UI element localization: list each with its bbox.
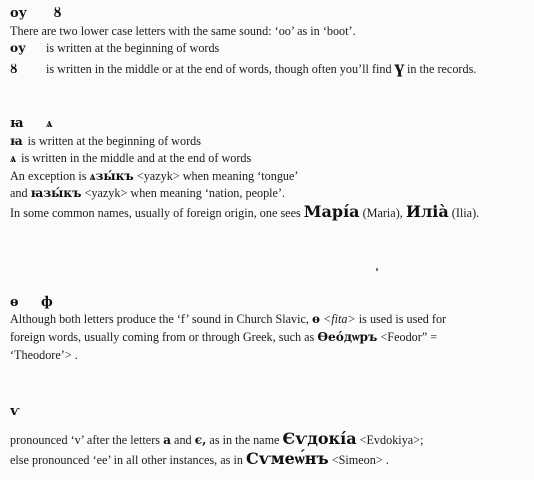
ya-heading-letter-b: ѧ (46, 116, 53, 131)
ya-names-pre: In some common names, usually of foreign origin, one sees (10, 206, 301, 220)
v-line-1-word: Єѵдокі́а (282, 429, 357, 448)
oo-rule-2-letter: ȣ (10, 62, 18, 76)
oo-rule-2-tail: in the records. (406, 62, 477, 76)
ya-names-line (10, 204, 479, 221)
oo-rule-2-text: is written in the middle or at the end of words, though often you’ll find (46, 62, 392, 76)
f-line-1-italic: <fita> (323, 312, 356, 326)
oo-rule-2-extra-letter: ү (394, 58, 404, 77)
ya-heading-letter-a: ꙗ (10, 116, 24, 131)
ya-exception-2-word: ꙗзы́къ (30, 186, 82, 200)
v-line-2-post: <Simeon> . (331, 453, 389, 467)
ya-exception-1-pre: An exception is (10, 169, 87, 183)
oo-heading-letter-b: ȣ (53, 6, 62, 21)
f-heading-letter-b: ф (41, 295, 53, 310)
oo-heading-letter-a: оу (10, 6, 27, 21)
ya-rule-1-text: is written at the beginning of words (27, 134, 201, 148)
ya-exception-1-word: ѧзы́къ (89, 169, 134, 183)
ya-exception-1-post: <yazyk> when meaning ‘tongue’ (136, 169, 299, 183)
ya-exception-1 (10, 169, 298, 184)
oo-rule-2 (10, 60, 476, 77)
f-line-2-post: <Feodor” = (380, 330, 438, 344)
ya-name-2-gloss: (Ilia). (451, 206, 480, 220)
oo-rule-1-letter: оу (10, 41, 26, 55)
ya-exception-2-pre: and (10, 186, 28, 200)
f-line-1 (10, 312, 446, 327)
ya-heading (10, 116, 53, 131)
ya-rule-2-letter: ѧ (10, 151, 17, 165)
ya-name-2: Иліа̀ (405, 202, 449, 221)
f-heading (10, 295, 53, 310)
f-line-3: ‘Theodore’> . (10, 348, 78, 362)
f-line-2-pre: foreign words, usually coming from or through Greek, such as (10, 330, 315, 344)
ya-exception-2-post: <yazyk> when meaning ‘nation, people’. (84, 186, 286, 200)
f-line-2 (10, 330, 437, 345)
f-line-1-post: is used is used for (358, 312, 447, 326)
v-heading: ѵ (10, 404, 20, 419)
v-line-2-word: Сѵмеѡ́нъ (246, 449, 329, 468)
ya-rule-1 (10, 134, 201, 149)
f-line-2-word: Ѳеóдѡръ (317, 330, 378, 344)
ya-rule-1-letter: ꙗ (10, 134, 23, 148)
oo-heading (10, 6, 62, 21)
oo-rule-1-text: is written at the beginning of words (46, 41, 220, 55)
ya-exception-2 (10, 186, 285, 201)
v-line-2-pre: else pronounced ‘ee’ in all other instances, as in (10, 453, 243, 467)
scan-speck (376, 268, 378, 271)
v-line-1-letter-b: є, (194, 433, 207, 447)
oo-rule-1 (10, 41, 219, 56)
f-line-1-letter: ѳ (312, 312, 320, 326)
v-line-1-pre: pronounced ‘v’ after the letters (10, 433, 161, 447)
f-heading-letter-a: ѳ (10, 295, 19, 310)
oo-intro: There are two lower case letters with the same sound: ‘oo’ as in ‘boot’. (10, 24, 356, 38)
ya-name-1-gloss: (Maria), (362, 206, 403, 220)
v-line-1 (10, 431, 423, 448)
v-line-1-post: <Evdokiya>; (359, 433, 424, 447)
v-line-2 (10, 451, 389, 468)
ya-name-1: Марі́а (303, 202, 360, 221)
ya-rule-2-text: is written in the middle and at the end of words (21, 151, 252, 165)
ya-rule-2 (10, 151, 251, 166)
v-line-1-mid: as in the name (209, 433, 280, 447)
f-line-1-pre: Although both letters produce the ‘f’ sound in Church Slavic, (10, 312, 309, 326)
v-line-1-and: and (174, 433, 192, 447)
v-line-1-letter-a: а (163, 433, 171, 447)
